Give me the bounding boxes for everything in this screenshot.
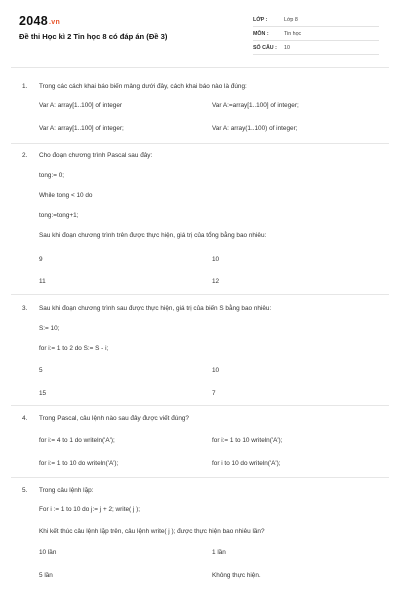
option-b[interactable]: Var A:=array[1..100] of integer; xyxy=(212,102,299,109)
question-subtext: Khi kết thúc câu lệnh lặp trên, câu lệnh write( j ); được thực hiện bao nhiêu lần? xyxy=(39,528,265,535)
option-d[interactable]: Không thực hiện. xyxy=(212,572,261,579)
question-subtext: Sau khi đoạn chương trình trên được thực hiện, giá trị của tổng bằng bao nhiêu: xyxy=(39,232,267,239)
code-line: For i := 1 to 10 do j:= j + 2; write( j ); xyxy=(39,506,141,513)
option-a[interactable]: 9 xyxy=(39,256,43,263)
question-3 xyxy=(22,305,382,397)
question-4 xyxy=(22,415,382,467)
option-a[interactable]: 5 xyxy=(39,367,43,374)
header-divider xyxy=(11,67,389,68)
option-d[interactable]: 12 xyxy=(212,278,220,285)
option-c[interactable]: 15 xyxy=(39,390,47,397)
page-header xyxy=(0,0,400,66)
question-1 xyxy=(22,83,382,132)
code-line: S:= 10; xyxy=(39,325,60,332)
question-2 xyxy=(22,152,382,285)
question-number: 2. xyxy=(22,152,28,159)
question-number: 1. xyxy=(22,83,28,90)
question-number: 5. xyxy=(22,487,28,494)
meta-value: Lớp 8 xyxy=(284,17,298,23)
question-number: 3. xyxy=(22,305,28,312)
meta-row-question-count xyxy=(253,42,379,55)
option-a[interactable]: for i:= 4 to 1 do writeln('A'); xyxy=(39,437,115,444)
option-d[interactable]: for i to 10 do writeln('A'); xyxy=(212,460,281,467)
question-text: Trong Pascal, câu lệnh nào sau đây được viết đúng? xyxy=(39,415,189,422)
logo-text: 2048 xyxy=(19,14,49,28)
option-c[interactable]: for i:= 1 to 10 do writeln('A'); xyxy=(39,460,119,467)
meta-label: LỚP : xyxy=(253,17,268,23)
option-b[interactable]: 10 xyxy=(212,367,220,374)
meta-label: SỐ CÂU : xyxy=(253,45,277,51)
option-b[interactable]: 1 lần xyxy=(212,549,226,556)
meta-row-class xyxy=(253,14,379,27)
meta-label: MÔN : xyxy=(253,31,269,37)
option-c[interactable]: 5 lần xyxy=(39,572,53,579)
question-text: Sau khi đoạn chương trình sau được thực hiện, giá trị của biến S bằng bao nhiêu: xyxy=(39,305,272,312)
question-divider xyxy=(11,405,389,406)
meta-row-subject xyxy=(253,28,379,41)
code-line: tong:=tong+1; xyxy=(39,212,79,219)
code-line: While tong < 10 do xyxy=(39,192,93,199)
option-b[interactable]: for i:= 1 to 10 writeln('A'); xyxy=(212,437,283,444)
option-d[interactable]: 7 xyxy=(212,390,216,397)
question-5 xyxy=(22,487,382,579)
option-d[interactable]: Var A: array(1..100) of integer; xyxy=(212,125,298,132)
question-text: Cho đoạn chương trình Pascal sau đây: xyxy=(39,152,153,159)
logo-suffix: .vn xyxy=(49,19,61,26)
meta-value: Tin học xyxy=(284,31,302,37)
code-line: for i:= 1 to 2 do S:= S - i; xyxy=(39,345,109,352)
site-logo[interactable] xyxy=(19,14,60,28)
option-b[interactable]: 10 xyxy=(212,256,220,263)
option-a[interactable]: Var A: array[1..100] of integer xyxy=(39,102,123,109)
question-divider xyxy=(11,143,389,144)
meta-value: 10 xyxy=(284,45,290,51)
code-line: tong:= 0; xyxy=(39,172,65,179)
option-c[interactable]: Var A: array[1..100] of integer; xyxy=(39,125,124,132)
question-divider xyxy=(11,294,389,295)
question-number: 4. xyxy=(22,415,28,422)
option-a[interactable]: 10 lần xyxy=(39,549,57,556)
option-c[interactable]: 11 xyxy=(39,278,46,285)
question-text: Trong câu lệnh lặp: xyxy=(39,487,94,494)
question-divider xyxy=(11,477,389,478)
question-text: Trong các cách khai báo biến mảng dưới đây, cách khai báo nào là đúng: xyxy=(39,83,247,90)
page-title: Đề thi Học kì 2 Tin học 8 có đáp án (Đề 3) xyxy=(19,32,168,41)
